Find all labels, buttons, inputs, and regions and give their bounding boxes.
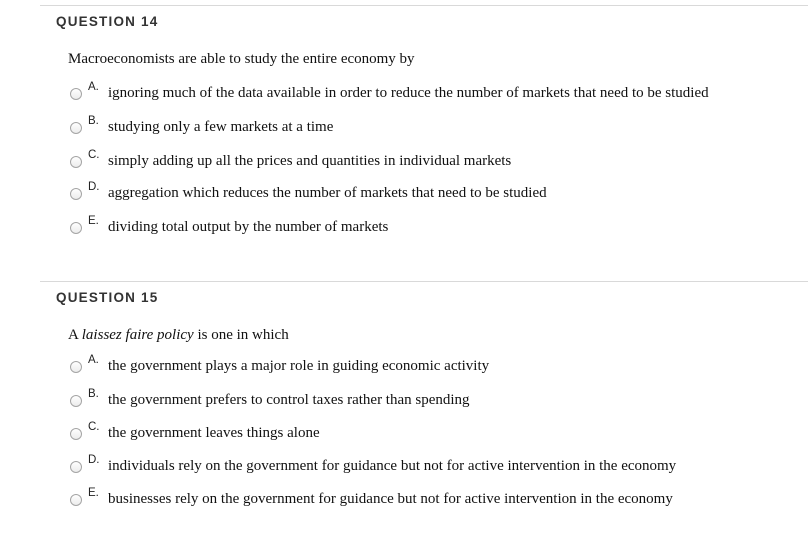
q15-option-c[interactable] [70,421,790,446]
q14-option-b-text: studying only a few markets at a time [108,119,334,135]
q15-radio-d[interactable] [70,461,82,473]
question-15-prompt-suffix: is one in which [193,327,289,343]
q15-radio-e[interactable] [70,494,82,506]
q14-letter-c: C. [88,149,100,161]
q14-option-c-text: simply adding up all the prices and quantities in individual markets [108,153,512,169]
q14-option-a[interactable] [70,81,790,106]
question-15-prompt [68,327,289,344]
q15-option-d-text: individuals rely on the government for guidance but not for active intervention in the economy [108,458,677,474]
q14-option-d-text: aggregation which reduces the number of markets that need to be studied [108,185,547,201]
q14-option-e-text: dividing total output by the number of markets [108,219,389,235]
q15-letter-a: A. [88,354,99,366]
question-14-section [40,5,808,271]
q14-radio-b[interactable] [70,122,82,134]
q14-option-d[interactable] [70,181,790,206]
question-14-prompt: Macroeconomists are able to study the entire economy by [68,51,415,67]
question-15-prompt-prefix: A [68,327,82,343]
q14-letter-e: E. [88,215,99,227]
q15-option-e[interactable] [70,487,790,512]
q14-radio-a[interactable] [70,88,82,100]
q15-letter-b: B. [88,388,99,400]
q15-option-d[interactable] [70,454,790,479]
question-15-prompt-italic: laissez faire policy [81,327,194,343]
q15-radio-b[interactable] [70,395,82,407]
q15-option-b[interactable] [70,388,790,413]
q14-letter-b: B. [88,115,99,127]
question-15-header: QUESTION 15 [56,290,159,305]
q15-option-b-text: the government prefers to control taxes rather than spending [108,392,470,408]
q15-option-a[interactable] [70,354,790,379]
q15-radio-a[interactable] [70,361,82,373]
q15-radio-c[interactable] [70,428,82,440]
q15-letter-e: E. [88,487,99,499]
q14-radio-c[interactable] [70,156,82,168]
q15-letter-c: C. [88,421,100,433]
q14-radio-d[interactable] [70,188,82,200]
q15-option-e-text: businesses rely on the government for guidance but not for active intervention in the economy [108,491,673,507]
q15-option-c-text: the government leaves things alone [108,425,320,441]
question-14-header: QUESTION 14 [56,14,159,29]
q14-letter-d: D. [88,181,100,193]
question-15-section [40,281,808,554]
q14-radio-e[interactable] [70,222,82,234]
q14-option-b[interactable] [70,115,790,140]
q15-option-a-text: the government plays a major role in guiding economic activity [108,358,490,374]
q15-letter-d: D. [88,454,100,466]
q14-option-e[interactable] [70,215,790,240]
q14-option-c[interactable] [70,149,790,174]
q14-option-a-text: ignoring much of the data available in order to reduce the number of markets that need to be studied [108,85,709,101]
q14-letter-a: A. [88,81,99,93]
